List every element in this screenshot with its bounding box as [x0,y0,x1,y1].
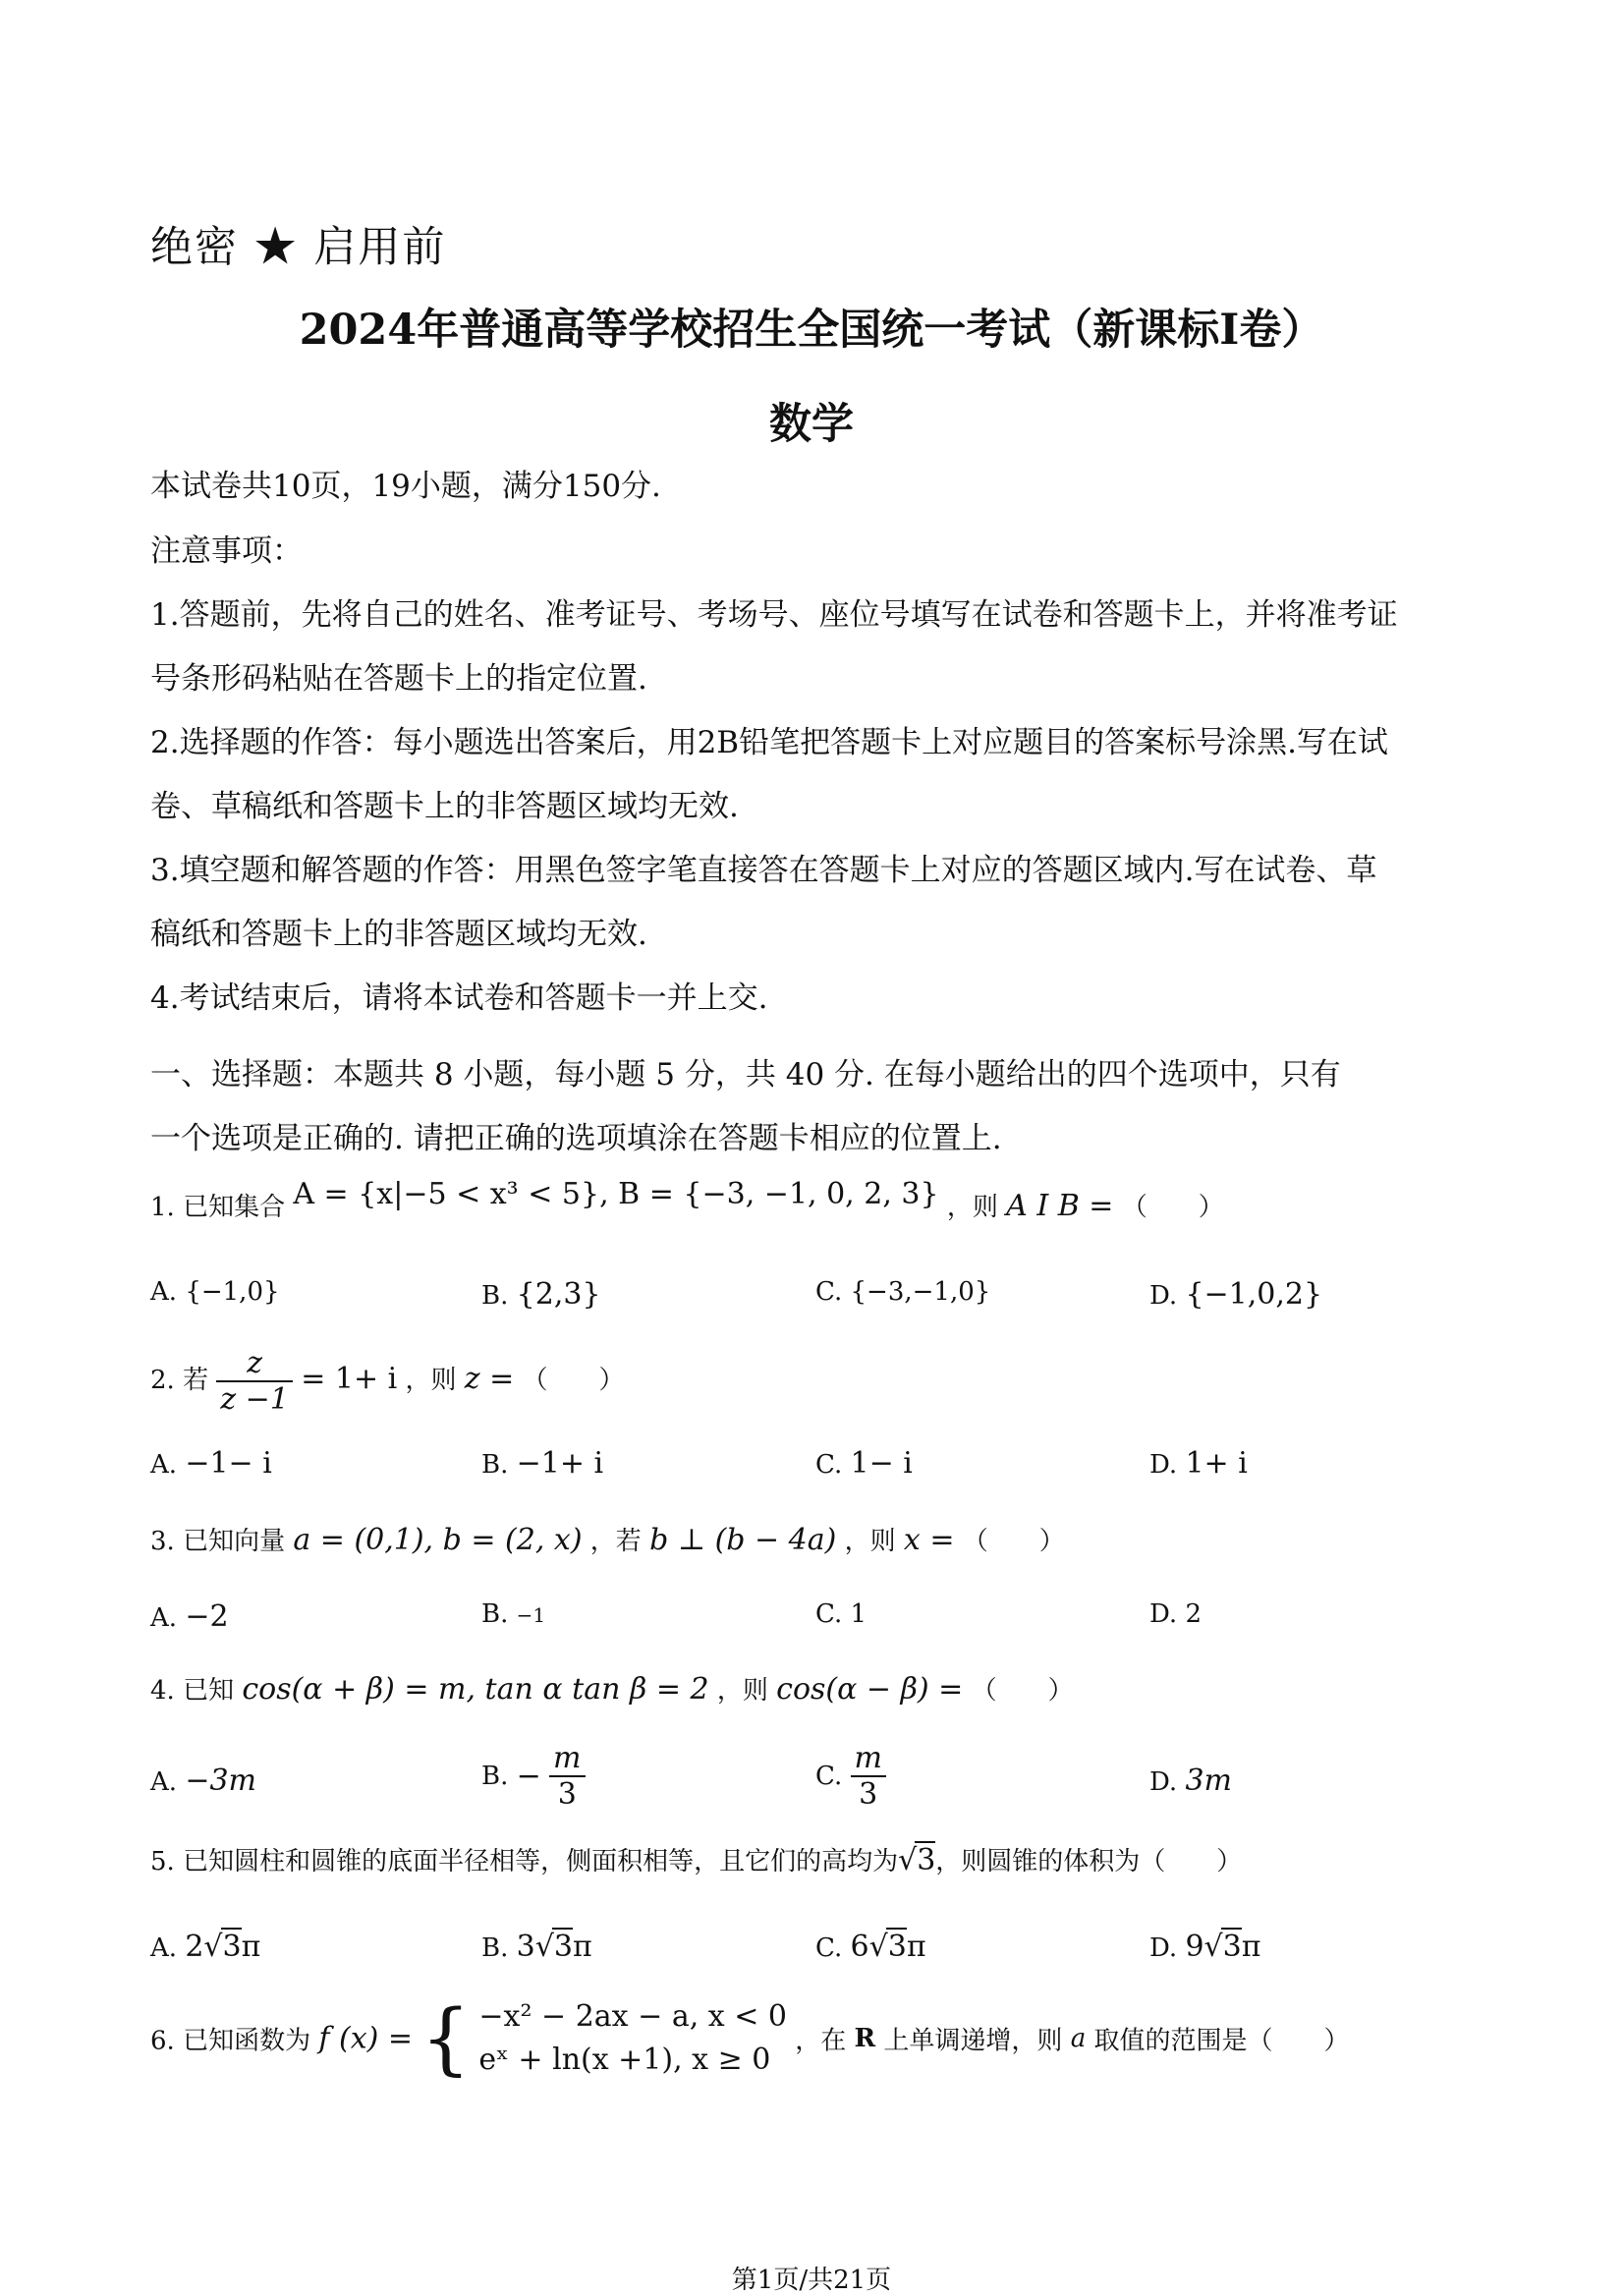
q6-prefix: 6. 已知函数为 [150,2026,311,2056]
q6-case-2: eˣ + ln(x +1), x ≥ 0 [478,2043,771,2077]
q5-option-c: C. 6√3π [815,1930,926,1964]
q1-expression: A = {x|−5 < x³ < 5}, B = {−3, −1, 0, 2, 3} [293,1177,939,1211]
q4-prefix: 4. 已知 [150,1676,235,1706]
q4-option-d: D. 3m [1149,1764,1232,1798]
notes-heading: 注意事项： [150,533,303,569]
q1-tail: （ ） [1121,1193,1224,1222]
question-6 [150,1994,1350,2083]
q3-option-d: D. 2 [1149,1599,1202,1629]
question-2 [150,1346,625,1417]
note-1-line-2: 号条形码粘贴在答题卡上的指定位置. [150,661,647,697]
q2-option-d: D. 1+ i [1149,1446,1248,1481]
confidential-label: 绝密 ★ 启用前 [150,223,447,272]
section-1-line-2: 一个选项是正确的. 请把正确的选项填涂在答题卡相应的位置上. [150,1121,1002,1156]
q3-expression-2: b ⊥ (b − 4a) [649,1523,837,1557]
intro-line: 本试卷共10页，19小题，满分150分. [150,469,661,504]
q2-denominator: z −1 [220,1382,289,1417]
q3-x: x = [903,1523,955,1557]
q5-option-a: A. 2√3π [150,1930,261,1964]
q2-numerator: z [216,1346,293,1382]
q1-option-d: D. {−1,0,2} [1149,1277,1323,1312]
q4-expression: cos(α + β) = m, tan α tan β = 2 [242,1672,709,1707]
q6-a: a [1070,2024,1087,2053]
note-2-line-1: 2.选择题的作答：每小题选出答案后，用2B铅笔把答题卡上对应题目的答案标号涂黑.写在试 [150,725,1388,760]
q4-option-a: A. −3m [150,1764,256,1798]
question-5: 5. 已知圆柱和圆锥的底面半径相等，侧面积相等，且它们的高均为√3，则圆锥的体积为（ ） [150,1843,1243,1877]
q2-mid: ，则 [405,1366,457,1395]
q6-mid: ，在 [795,2026,847,2056]
q6-tail-1: 上单调递增，则 [883,2026,1063,2056]
question-4 [150,1670,1074,1707]
note-2-line-2: 卷、草稿纸和答题卡上的非答题区域均无效. [150,789,739,824]
q2-prefix: 2. 若 [150,1366,209,1395]
q3-tail: （ ） [962,1527,1065,1556]
question-1 [150,1177,1224,1223]
q5-option-d: D. 9√3π [1149,1930,1261,1964]
question-3 [150,1521,1065,1557]
q2-option-c: C. 1− i [815,1446,913,1481]
q4-mid: ，则 [716,1676,768,1706]
section-1-line-1: 一、选择题：本题共 8 小题，每小题 5 分，共 40 分. 在每小题给出的四个选项中，只有 [150,1057,1341,1092]
q3-mid: ，若 [589,1527,642,1556]
q4-option-b: B. − $\frac{m}{3}$ [481,1741,586,1812]
q6-tail-2: 取值的范围是（ ） [1093,2026,1350,2056]
q1-option-a: A. {−1,0} [150,1277,280,1307]
q1-mid: ，则 [946,1193,998,1222]
page-footer: 第1页/共21页 [731,2266,892,2295]
q3-option-b: B. −1 [481,1599,546,1629]
q5-root: 3 [917,1843,936,1877]
q4-option-c: C. $\frac{m}{3}$ [815,1741,886,1812]
q3-expression: a = (0,1), b = (2, x) [293,1523,583,1557]
q5-option-b: B. 3√3π [481,1930,592,1964]
note-3-line-1: 3.填空题和解答题的作答：用黑色签字笔直接答在答题卡上对应的答题区域内.写在试卷、草 [150,853,1377,888]
q5-tail: ，则圆锥的体积为（ ） [935,1847,1243,1876]
q3-mid-2: ，则 [844,1527,896,1556]
q2-rhs: = 1+ i [301,1362,398,1396]
q2-option-b: B. −1+ i [481,1446,604,1481]
q1-option-c: C. {−3,−1,0} [815,1277,991,1307]
note-1-line-1: 1.答题前，先将自己的姓名、准考证号、考场号、座位号填写在试卷和答题卡上，并将准考证 [150,597,1398,633]
q1-option-b: B. {2,3} [481,1277,601,1312]
q6-brace: { [420,1992,472,2084]
q2-tail: （ ） [522,1366,625,1395]
q5-text: 5. 已知圆柱和圆锥的底面半径相等，侧面积相等，且它们的高均为 [150,1847,899,1876]
q3-prefix: 3. 已知向量 [150,1527,286,1556]
q4-tail: （ ） [971,1676,1074,1706]
q2-z: z = [464,1362,515,1396]
note-4: 4.考试结束后，请将本试卷和答题卡一并上交. [150,980,768,1016]
note-3-line-2: 稿纸和答题卡上的非答题区域均无效. [150,917,647,952]
q1-prefix: 1. 已知集合 [150,1193,286,1222]
q6-R: R [854,2024,876,2053]
q6-cases [478,1995,787,2082]
q2-option-a: A. −1− i [150,1446,272,1481]
q1-expression-2: A I B = [1006,1189,1114,1223]
q3-option-a: A. −2 [150,1599,229,1634]
exam-title: 2024年普通高等学校招生全国统一考试（新课标I卷） [299,306,1324,355]
q6-case-1: −x² − 2ax − a, x < 0 [478,1999,787,2034]
q6-fx: f (x) = [318,2021,413,2056]
q4-expression-2: cos(α − β) = [776,1672,964,1707]
subject-title: 数学 [769,400,854,449]
q2-fraction [216,1346,293,1417]
q3-option-c: C. 1 [815,1599,867,1629]
